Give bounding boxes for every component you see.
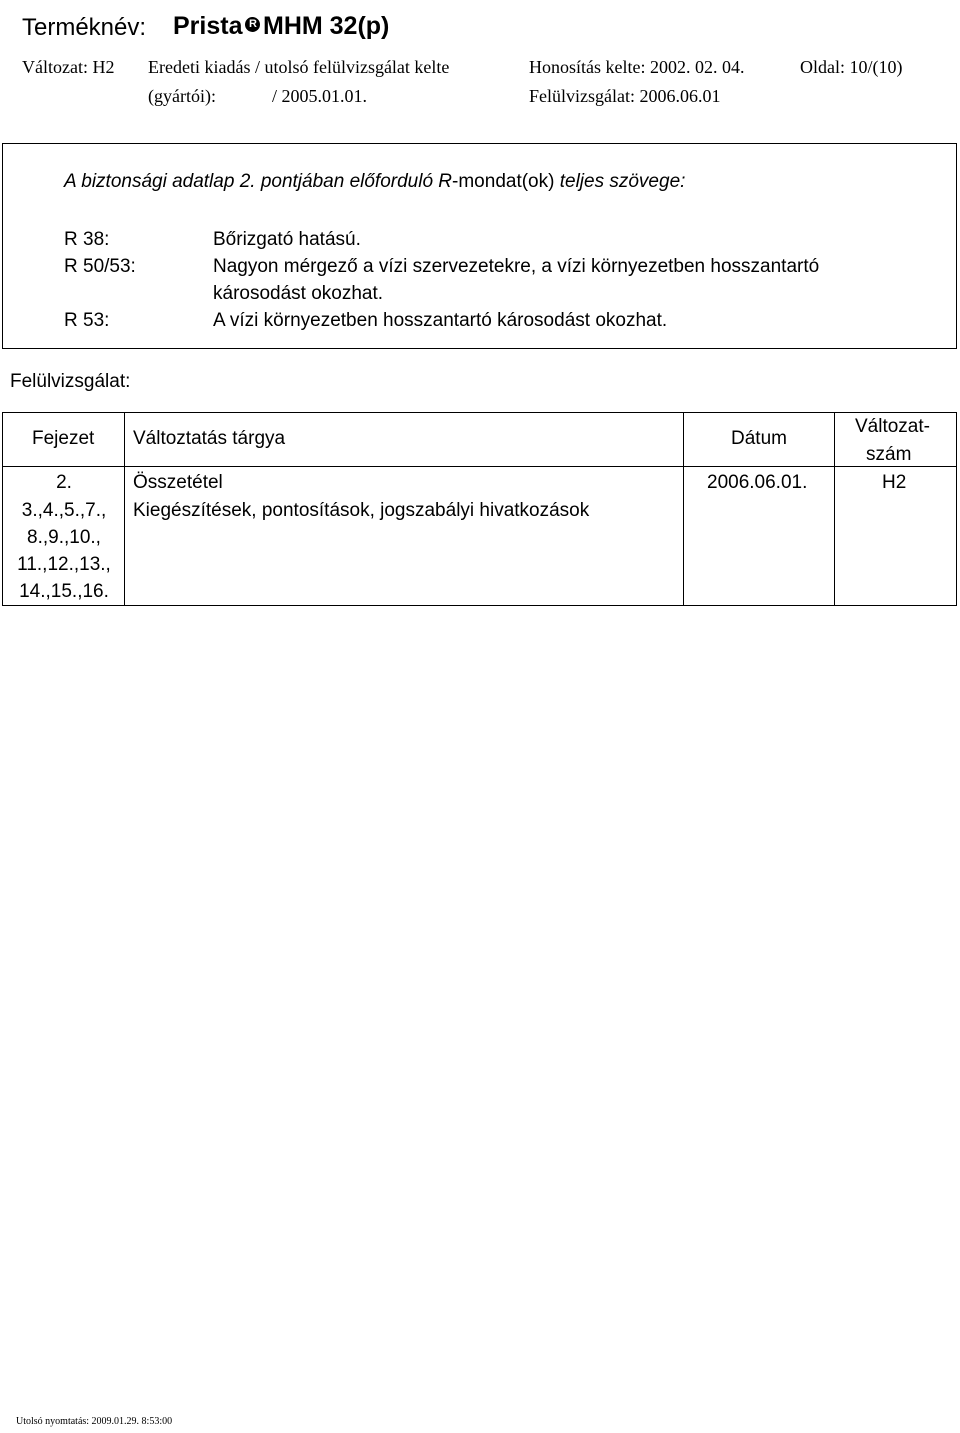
column-divider bbox=[834, 412, 835, 606]
column-divider bbox=[683, 412, 684, 606]
print-timestamp: Utolsó nyomtatás: 2009.01.29. 8:53:00 bbox=[16, 1416, 173, 1427]
column-header-subject: Változtatás tárgya bbox=[133, 428, 286, 449]
column-header-version: Változat- bbox=[855, 416, 930, 437]
r-code: R 53: bbox=[64, 310, 110, 331]
chapter-cell: 14.,15.,16. bbox=[19, 581, 109, 602]
localization-date: Honosítás kelte: 2002. 02. 04. bbox=[529, 57, 745, 77]
heading-tail: teljes szövege: bbox=[554, 171, 686, 192]
review-label: Felülvizsgálat: bbox=[10, 371, 131, 392]
r-text-continued: károsodást okozhat. bbox=[213, 283, 384, 304]
r-phrases-heading bbox=[64, 171, 685, 193]
registered-mark-icon: R bbox=[245, 17, 260, 32]
header-divider bbox=[2, 466, 957, 467]
r-text: Nagyon mérgező a vízi szervezetekre, a vízi környezetben hosszantartó bbox=[213, 256, 820, 277]
r-code: R 50/53: bbox=[64, 256, 136, 277]
r-text: A vízi környezetben hosszantartó károsodást okozhat. bbox=[213, 310, 668, 331]
heading-r: R bbox=[438, 171, 453, 192]
brand-name: Prista bbox=[173, 12, 243, 40]
heading-text: A biztonsági adatlap 2. pontjában előforduló bbox=[64, 171, 439, 192]
revision-date: Felülvizsgálat: 2006.06.01 bbox=[529, 86, 721, 106]
column-header-date: Dátum bbox=[731, 428, 787, 449]
version: Változat: H2 bbox=[22, 57, 115, 77]
chapter-cell: 2. bbox=[56, 472, 72, 493]
product-brand bbox=[173, 12, 266, 41]
version-cell: H2 bbox=[882, 472, 907, 493]
column-header-chapter: Fejezet bbox=[32, 428, 95, 449]
column-header-version: szám bbox=[866, 444, 912, 465]
heading-mondat: -mondat(ok) bbox=[452, 171, 555, 192]
r-text: Bőrizgató hatású. bbox=[213, 229, 361, 250]
subject-cell: Összetétel bbox=[133, 472, 223, 493]
page-number: Oldal: 10/(10) bbox=[800, 57, 903, 77]
original-issue-sublabel: (gyártói): bbox=[148, 86, 216, 106]
product-name: MHM 32(p) bbox=[263, 12, 390, 40]
original-issue-label: Eredeti kiadás / utolsó felülvizsgálat kelte bbox=[148, 57, 450, 77]
r-code: R 38: bbox=[64, 229, 110, 250]
chapter-cell: 3.,4.,5.,7., bbox=[21, 500, 107, 521]
chapter-cell: 8.,9.,10., bbox=[27, 527, 101, 548]
date-cell: 2006.06.01. bbox=[707, 472, 808, 493]
subject-cell: Kiegészítések, pontosítások, jogszabályi hivatkozások bbox=[133, 500, 590, 521]
chapter-cell: 11.,12.,13., bbox=[17, 554, 111, 575]
original-issue-date: / 2005.01.01. bbox=[272, 86, 368, 106]
product-label: Terméknév: bbox=[22, 14, 147, 41]
